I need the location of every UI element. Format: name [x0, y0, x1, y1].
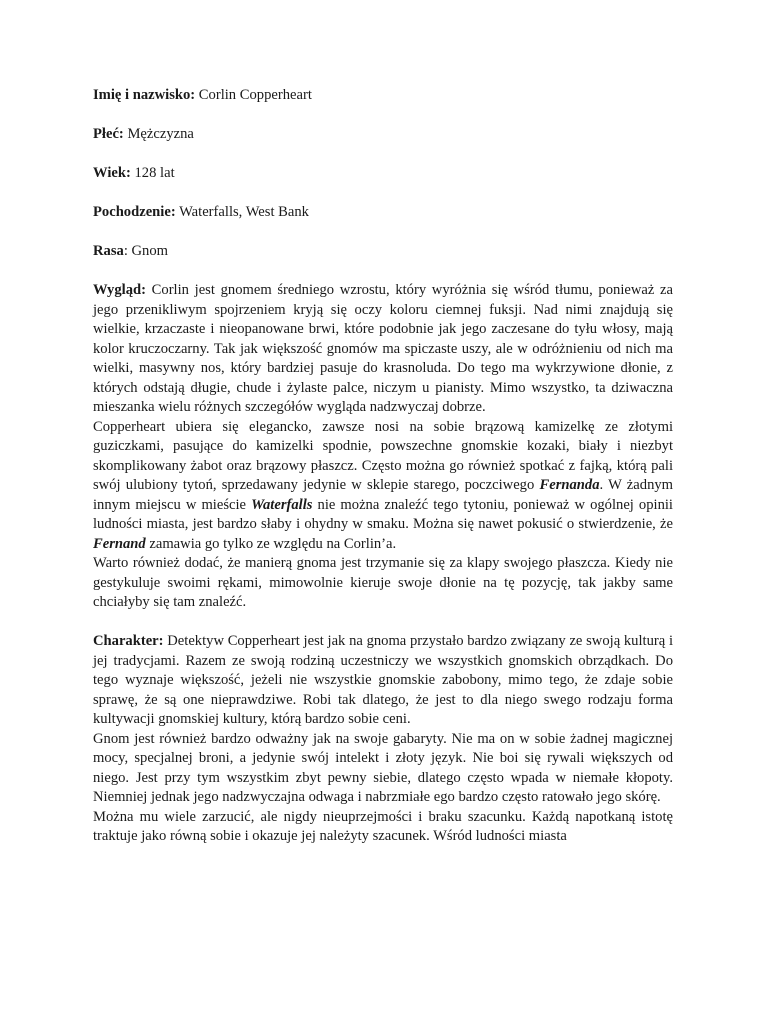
- field-value: Mężczyzna: [123, 126, 194, 142]
- field-label: Pochodzenie:: [93, 204, 176, 220]
- character-text: Gnom jest również bardzo odważny jak na swoje gabaryty. Nie ma on w sobie żadnej magicznej mocy, specjalnej broni, a jedynie swój intelekt i złoty język. Nie boi się rywali większych od niego. Jest przy tym wszystkim zbyt pewny siebie, dlatego często wpada w niemałe kłopoty. Niemniej jednak jego nadzwyczajna odwaga i nabrzmiałe ego bardzo często ratowało jego skórę.: [93, 730, 673, 805]
- appearance-text: Copperheart ubiera się elegancko, zawsze nosi na sobie brązową kamizelkę ze złotymi guziczkami, pasujące do kamizelki spodnie, powszechne gnomskie kozaki, biały i niezbyt skomplikowany żabot oraz brązowy płaszcz. Często można go również spotkać z fajką, którą pali swój ulubiony tytoń, sprzedawany jedynie w sklepie starego, poczciwego: [93, 418, 673, 493]
- field-value: Waterfalls, West Bank: [175, 204, 309, 220]
- appearance-paragraph-3: [93, 554, 673, 613]
- character-paragraph-2: [93, 730, 673, 808]
- field-race: [93, 242, 673, 262]
- appearance-text: nie można znaleźć tego tytoniu, ponieważ w ogólnej opinii ludności miasta, jest bardzo słaby i ohydny w smaku. Można się nawet pokusić o stwierdzenie, że: [93, 496, 673, 532]
- character-paragraph-3: [93, 808, 673, 847]
- appearance-paragraph-2: [93, 418, 673, 555]
- field-label: Płeć:: [93, 126, 124, 142]
- appearance-text: Warto również dodać, że manierą gnoma jest trzymanie się za klapy swojego płaszcza. Kiedy nie gestykuluje swoimi rękami, mimowolnie kieruje swoje dłonie na tę pozycję, tak jakby same chciałyby się tam znaleźć.: [93, 555, 673, 610]
- emphasis-name: Fernand: [93, 535, 146, 552]
- section-label-appearance: Wygląd:: [93, 282, 146, 298]
- field-label: Rasa: [93, 243, 124, 259]
- appearance-paragraph-1: [93, 281, 673, 418]
- field-value: 128 lat: [130, 165, 175, 181]
- section-label-character: Charakter:: [93, 633, 164, 649]
- field-age: [93, 164, 673, 184]
- field-gender: [93, 125, 673, 145]
- character-text: Można mu wiele zarzucić, ale nigdy nieuprzejmości i braku szacunku. Każdą napotkaną istotę traktuje jako równą sobie i okazuje jej należyty szacunek. Wśród ludności miasta: [93, 808, 673, 844]
- document-page: [93, 86, 673, 847]
- field-origin: [93, 203, 673, 223]
- character-paragraph-1: [93, 632, 673, 730]
- field-name: [93, 86, 673, 106]
- field-label: Wiek:: [93, 165, 131, 181]
- emphasis-place: Waterfalls: [251, 496, 313, 513]
- appearance-text: Corlin jest gnomem średniego wzrostu, który wyróżnia się wśród tłumu, ponieważ za jego przenikliwym spojrzeniem kryją się oczy koloru ciemnej fuksji. Nad nimi znajdują się wielkie, krzaczaste i nieopanowane brwi, które podobnie jak jego zaczesane do tyłu włosy, mają kolor kruczoczarny. Tak jak większość gnomów ma spiczaste uszy, ale w odróżnieniu od nich ma wielki, masywny nos, który bardziej pasuje do krasnoluda. Do tego ma wykrzywione dłonie, z których odstają długie, chude i żylaste palce, niczym u pianisty. Mimo wszystko, ta dziwaczna mieszanka wielu różnych szczegółów wygląda nadzwyczaj dobrze.: [93, 282, 673, 415]
- field-value: : Gnom: [123, 243, 168, 259]
- emphasis-name: Fernanda: [539, 477, 600, 493]
- character-text: Detektyw Copperheart jest jak na gnoma przystało bardzo związany ze swoją kulturą i jej tradycjami. Razem ze swoją rodziną uczestniczy we wszystkich gnomskich obrządkach. Do tego wyznaje większość, jeżeli nie wszystkie gnomskie zabobony, mimo tego, że zdaje sobie sprawę, że są one nieprawdziwe. Robi tak dlatego, że jest to dla niego swego rodzaju forma kultywacji gnomskiej kultury, którą bardzo sobie ceni.: [93, 633, 673, 727]
- section-spacer: [93, 613, 673, 633]
- appearance-text: zamawia go tylko ze względu na Corlin’a.: [145, 535, 397, 552]
- appearance-text: . W żadnym innym miejscu w mieście: [93, 477, 674, 513]
- field-label: Imię i nazwisko:: [93, 87, 196, 103]
- field-value: Corlin Copperheart: [195, 87, 312, 103]
